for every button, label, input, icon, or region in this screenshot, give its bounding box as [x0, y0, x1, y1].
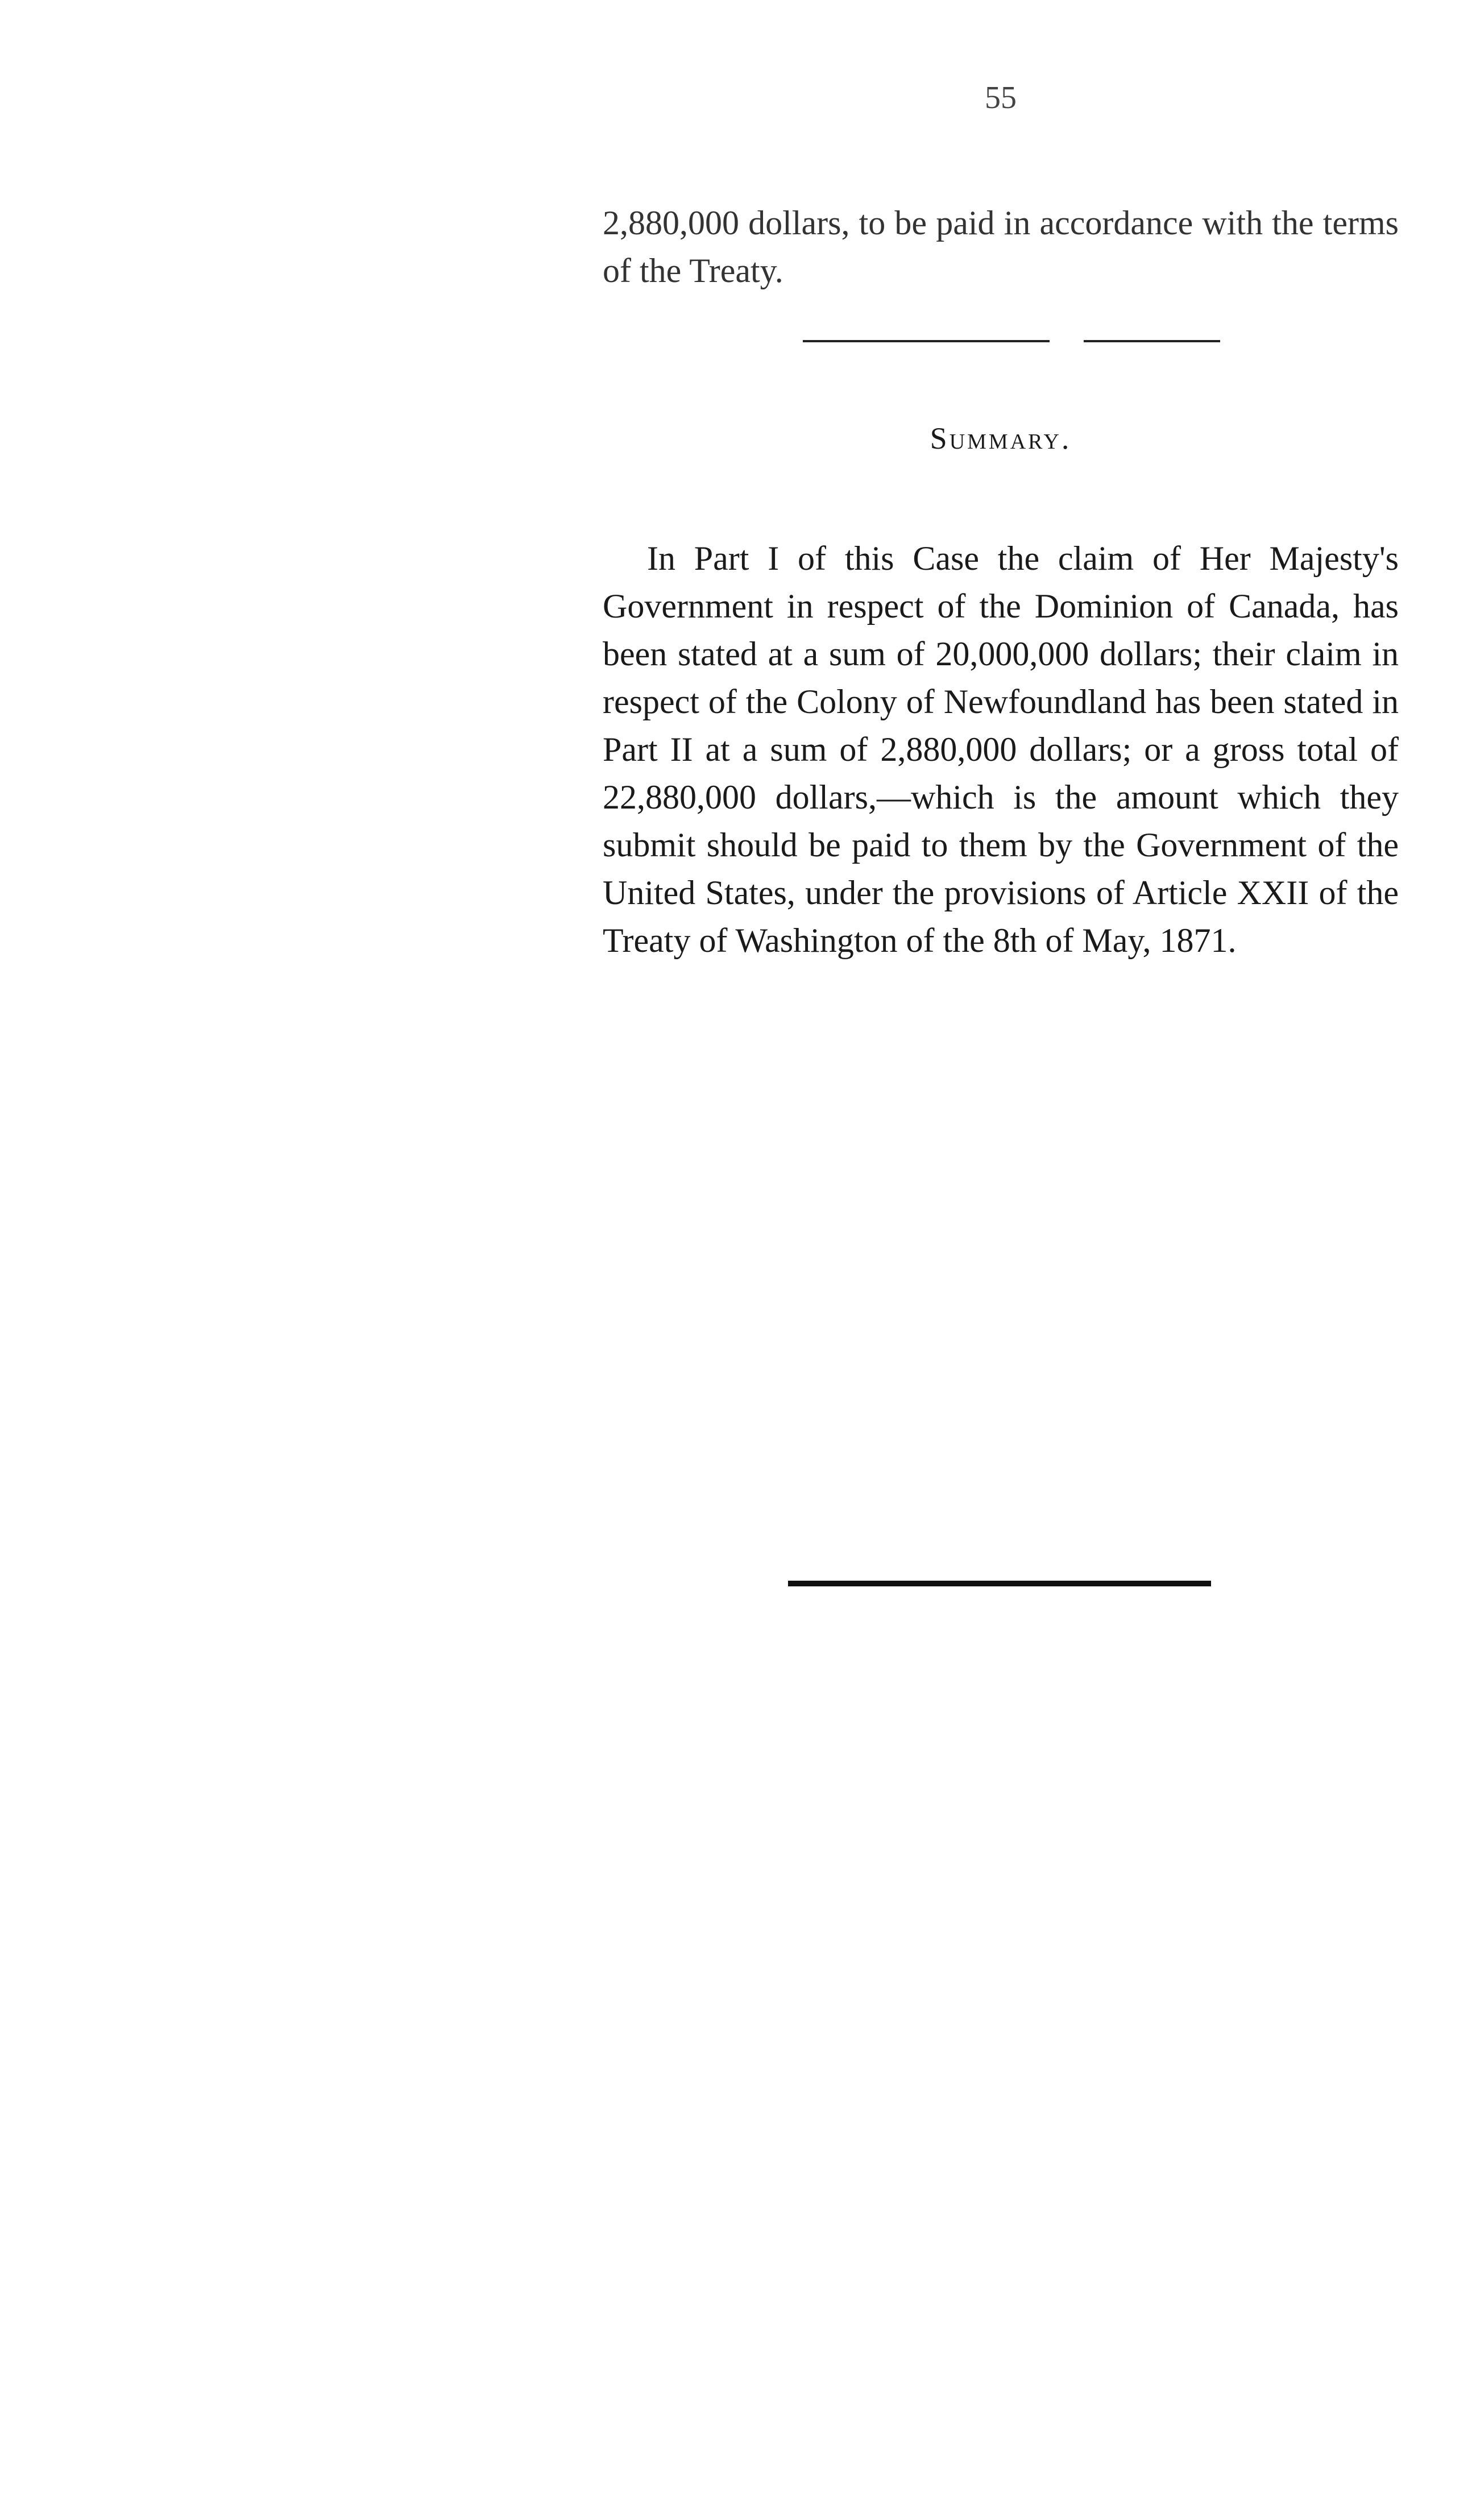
summary-paragraph: In Part I of this Case the claim of Her Majesty's Government in respect of the Dominion of Canada, has been stated at a sum of 20,000,000 dollars; their claim in respect of the Colony of Newfoundland has been stated in Part II at a sum of 2,880,000 dollars; or a gross total of 22,880,000 dollars,—which is the amount which they submit should be paid to them by the Government of the United States, under the provisions of Article XXII of the Treaty of Washington of the 8th of May, 1871. [603, 540, 1399, 959]
continuation-paragraph: 2,880,000 dollars, to be paid in accordance with the terms of the Treaty. [603, 204, 1399, 289]
end-rule [788, 1581, 1211, 1586]
section-divider [803, 340, 1220, 342]
page-number: 55 [985, 80, 1017, 115]
section-divider-right [1084, 340, 1220, 342]
summary-heading: Summary. [930, 421, 1072, 455]
section-divider-left [803, 340, 1050, 342]
